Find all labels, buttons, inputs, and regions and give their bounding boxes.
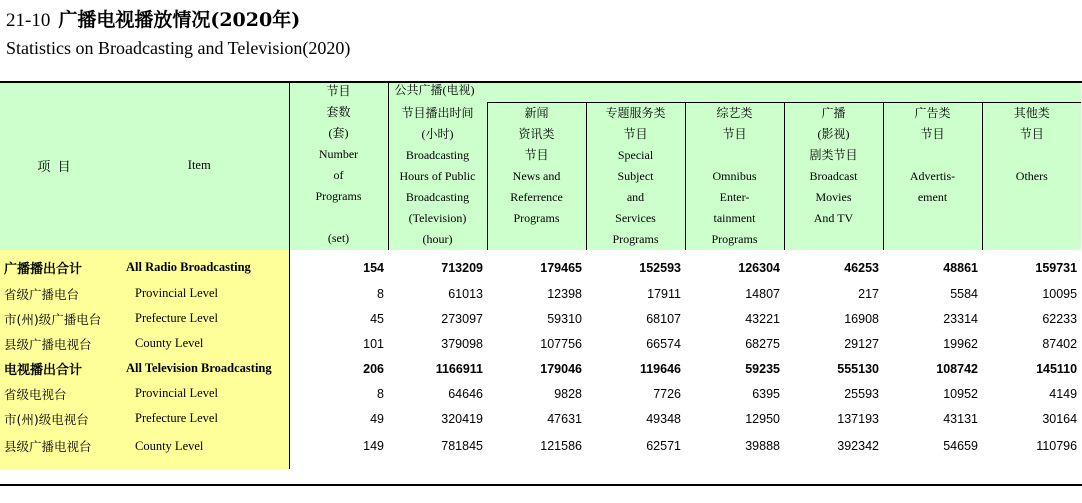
table-cell: 8 xyxy=(289,381,388,406)
table-cell: 121586 xyxy=(540,439,582,453)
header-col-others xyxy=(982,103,1081,251)
table-cell: 25593 xyxy=(844,386,879,401)
header-line: Broadcast xyxy=(809,169,858,183)
table-cell: 54659 xyxy=(943,439,978,453)
table-cell: 61013 xyxy=(448,286,483,301)
table-header xyxy=(0,81,1081,250)
header-line: (套) xyxy=(328,126,349,140)
table-cell: 59235 xyxy=(745,361,780,376)
table-cell: 217 xyxy=(858,286,879,301)
header-line: News and xyxy=(512,169,561,183)
table-cell: 107756 xyxy=(540,336,582,351)
header-line: 新闻 xyxy=(524,106,549,120)
header-line: Services xyxy=(615,211,656,225)
table-cell: 30164 xyxy=(1042,411,1078,426)
header-line: 节目 xyxy=(920,127,945,141)
table-cell: 46253 xyxy=(844,260,879,275)
header-line: 套数 xyxy=(326,105,351,119)
header-line: Broadcasting xyxy=(405,189,470,204)
table-cell: 392342 xyxy=(837,439,879,453)
table-cell: 87402 xyxy=(1042,336,1078,351)
header-line: Broadcasting xyxy=(405,147,470,162)
header-line: 专题服务类 xyxy=(605,106,666,120)
table-cell: 43131 xyxy=(943,411,978,426)
table-row xyxy=(0,306,1081,331)
row-label-zh: 电视播出合计 xyxy=(0,356,110,381)
table-cell: 59310 xyxy=(547,311,582,326)
row-label-zh: 县级广播电视台 xyxy=(0,331,110,356)
table-cell: 47631 xyxy=(547,411,582,426)
header-line: (hour) xyxy=(422,231,453,246)
header-line: ement xyxy=(917,190,948,204)
header-line: (小时) xyxy=(421,126,454,141)
header-line: 节目 xyxy=(722,127,747,141)
table-cell: 19962 xyxy=(943,336,978,351)
header-line: Programs xyxy=(315,189,362,203)
table-cell: 179465 xyxy=(540,260,582,275)
table-cell: 137193 xyxy=(837,411,879,426)
header-group-public-broadcasting: 公共广播(电视) xyxy=(388,81,1081,103)
table-cell: 152593 xyxy=(639,260,681,275)
table-cell: 149 xyxy=(289,431,388,469)
header-line: 其他类 xyxy=(1013,106,1050,120)
table-cell: 154 xyxy=(289,250,388,281)
table-row xyxy=(0,250,1081,281)
header-line: (影视) xyxy=(817,127,850,141)
bottom-rule xyxy=(0,484,1082,486)
table-cell: 29127 xyxy=(844,336,879,351)
header-item-en xyxy=(110,81,289,250)
header-line: 资讯类 xyxy=(518,127,555,141)
table-cell: 5584 xyxy=(950,286,978,301)
table-cell: 6395 xyxy=(752,386,780,401)
header-col-broadcast-hours xyxy=(388,103,487,251)
table-title-zh xyxy=(6,5,300,32)
table-cell: 45 xyxy=(289,306,388,331)
row-label-zh: 县级广播电视台 xyxy=(0,431,110,469)
row-label-zh: 市(州)级电视台 xyxy=(0,406,110,431)
row-label-en: Prefecture Level xyxy=(110,306,289,331)
header-col-news xyxy=(487,103,586,251)
header-col-programs xyxy=(289,81,388,250)
table-cell: 781845 xyxy=(441,439,483,453)
table-cell: 12950 xyxy=(745,411,780,426)
header-line: 节目 xyxy=(326,84,351,98)
table-cell: 39888 xyxy=(745,439,780,453)
table-title-zh-text: 广播电视播放情况(2020年) xyxy=(58,9,301,31)
header-line: 综艺类 xyxy=(716,106,753,120)
header-line: Referrence xyxy=(510,190,563,204)
table-row xyxy=(0,381,1081,406)
table-cell: 119646 xyxy=(639,361,681,376)
table-cell: 101 xyxy=(289,331,388,356)
row-label-en: Prefecture Level xyxy=(110,406,289,431)
table-cell: 555130 xyxy=(837,361,879,376)
row-label-en: All Television Broadcasting xyxy=(110,356,289,381)
table-cell: 1166911 xyxy=(435,361,483,376)
table-row xyxy=(0,356,1081,381)
table-title-en: Statistics on Broadcasting and Television(2020) xyxy=(6,38,351,58)
table-cell: 12398 xyxy=(547,286,582,301)
table-cell: 68275 xyxy=(745,336,780,351)
table-cell: 110796 xyxy=(1036,439,1078,453)
table-cell: 10095 xyxy=(1042,286,1078,301)
header-line: 节目 xyxy=(623,127,648,141)
header-item-zh-label: 项 目 xyxy=(37,159,73,174)
header-line: Others xyxy=(1015,169,1048,183)
table-number: 21-10 xyxy=(6,10,51,31)
table-cell: 273097 xyxy=(441,311,483,326)
header-line: 节目播出时间 xyxy=(401,105,474,120)
table-cell: 43221 xyxy=(745,311,780,326)
table-cell: 23314 xyxy=(943,311,978,326)
header-line: Programs xyxy=(612,232,659,246)
table-cell: 62571 xyxy=(646,439,681,453)
header-line: 广告类 xyxy=(914,106,951,120)
table-row xyxy=(0,406,1081,431)
row-label-en: County Level xyxy=(110,331,289,356)
header-col-omnibus xyxy=(685,103,784,251)
statistics-table xyxy=(0,81,1081,469)
header-line: Programs xyxy=(513,211,560,225)
row-label-en: County Level xyxy=(110,431,289,469)
row-label-en: Provincial Level xyxy=(110,281,289,306)
header-item-zh xyxy=(0,81,110,250)
row-label-en: Provincial Level xyxy=(110,381,289,406)
header-line: (set) xyxy=(327,231,350,245)
header-line: 节目 xyxy=(524,148,549,162)
header-col-advertisement xyxy=(883,103,982,251)
table-cell: 713209 xyxy=(441,260,483,275)
table-cell: 8 xyxy=(289,281,388,306)
header-line: Programs xyxy=(711,232,758,246)
row-label-zh: 省级电视台 xyxy=(0,381,110,406)
header-item-en-label: Item xyxy=(187,158,211,172)
header-line: Subject xyxy=(617,169,654,183)
row-label-en: All Radio Broadcasting xyxy=(110,250,289,281)
row-label-zh: 省级广播电台 xyxy=(0,281,110,306)
header-line: (Television) xyxy=(408,210,467,225)
table-cell: 49 xyxy=(289,406,388,431)
table-cell: 62233 xyxy=(1042,311,1078,326)
table-body xyxy=(0,250,1081,469)
table-cell: 66574 xyxy=(646,336,681,351)
row-label-zh: 市(州)级广播电台 xyxy=(0,306,110,331)
header-line: of xyxy=(333,168,344,182)
header-line: Advertis- xyxy=(909,169,956,183)
header-line: Movies xyxy=(815,190,852,204)
table-cell: 145110 xyxy=(1036,361,1078,376)
table-cell: 10952 xyxy=(943,386,978,401)
table-row xyxy=(0,281,1081,306)
table-cell: 17911 xyxy=(647,286,681,301)
header-line: Hours of Public xyxy=(399,168,476,183)
header-line: 节目 xyxy=(1019,127,1044,141)
table-cell: 320419 xyxy=(441,411,483,426)
table-cell: 48861 xyxy=(943,260,978,275)
table-cell: 49348 xyxy=(646,411,681,426)
header-line: 广播 xyxy=(821,106,846,120)
table-cell: 206 xyxy=(289,356,388,381)
header-line: Special xyxy=(617,148,654,162)
header-line: 剧类节目 xyxy=(809,148,858,162)
table-cell: 14807 xyxy=(745,286,780,301)
table-cell: 108742 xyxy=(936,361,978,376)
table-cell: 126304 xyxy=(738,260,780,275)
header-line: And TV xyxy=(813,211,854,225)
table-cell: 179046 xyxy=(540,361,582,376)
header-col-movies-tv xyxy=(784,103,883,251)
table-cell: 7726 xyxy=(653,386,681,401)
header-line: Number xyxy=(318,147,359,161)
table-cell: 68107 xyxy=(646,311,681,326)
header-line: tainment xyxy=(713,211,756,225)
header-line: and xyxy=(626,190,645,204)
header-line: Omnibus xyxy=(712,169,757,183)
table-row xyxy=(0,431,1081,469)
top-rule xyxy=(0,81,1082,83)
table-cell: 159731 xyxy=(1035,260,1078,275)
table-cell: 4149 xyxy=(1049,386,1078,401)
table-cell: 16908 xyxy=(844,311,879,326)
table-cell: 9828 xyxy=(554,386,582,401)
row-label-zh: 广播播出合计 xyxy=(0,250,110,281)
table-cell: 64646 xyxy=(448,386,483,401)
header-line: Enter- xyxy=(719,190,750,204)
table-row xyxy=(0,331,1081,356)
header-col-special-services xyxy=(586,103,685,251)
table-cell: 379098 xyxy=(441,336,483,351)
